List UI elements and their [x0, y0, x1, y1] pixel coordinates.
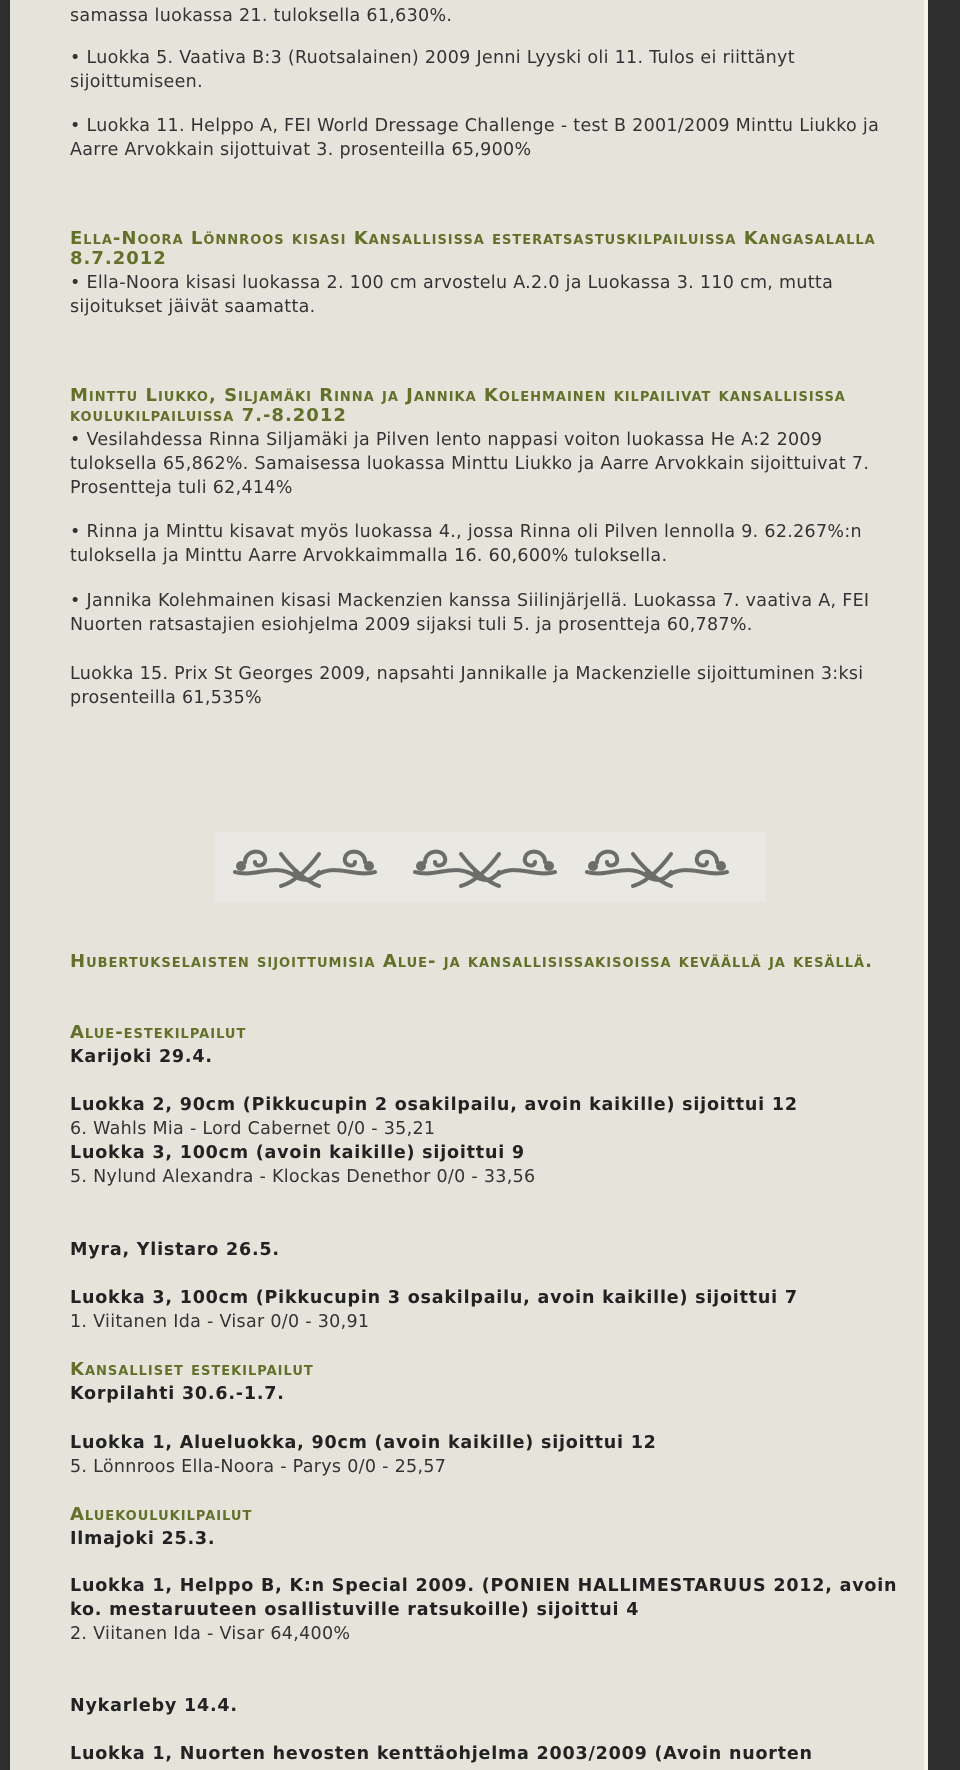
scroll-ornament-divider-icon	[215, 832, 765, 902]
class-title: Luokka 1, Alueluokka, 90cm (avoin kaikille) sijoittui 12	[70, 1433, 657, 1453]
list-item: • Luokka 5. Vaativa B:3 (Ruotsalainen) 2009 Jenni Lyyski oli 11. Tulos ei riittänyt sijoittumiseen.	[70, 46, 910, 94]
text-line: samassa luokassa 21. tuloksella 61,630%.	[70, 6, 453, 26]
page	[10, 0, 928, 1770]
subsection-heading: Aluekoulukilpailut	[70, 1504, 253, 1525]
result-line: 1. Viitanen Ida - Visar 0/0 - 30,91	[70, 1312, 370, 1332]
venue-title: Nykarleby 14.4.	[70, 1696, 238, 1716]
subsection-heading: Alue-estekilpailut	[70, 1022, 247, 1043]
text-line: Luokka 15. Prix St Georges 2009, napsahti Jannikalle ja Mackenzielle sijoittuminen 3:ksi prosenteilla 61,535%	[70, 664, 864, 708]
class-title: Luokka 3, 100cm (avoin kaikille) sijoittui 9	[70, 1143, 525, 1163]
section-heading: Minttu Liukko, Siljamäki Rinna ja Jannika Kolehmainen kilpailivat kansallisissa koulukilpailuissa 7.-8.2012	[70, 385, 846, 426]
result-line: 6. Wahls Mia - Lord Cabernet 0/0 - 35,21	[70, 1119, 436, 1139]
class-title: Luokka 2, 90cm (Pikkucupin 2 osakilpailu, avoin kaikille) sijoittui 12	[70, 1095, 798, 1115]
result-line: 5. Nylund Alexandra - Klockas Denethor 0/0 - 33,56	[70, 1167, 536, 1187]
list-item: • Jannika Kolehmainen kisasi Mackenzien kanssa Siilinjärjellä. Luokassa 7. vaativa A, FEI Nuorten ratsastajien esiohjelma 2009 sijaksi tuli 5. ja prosentteja 60,787%.	[70, 589, 910, 637]
venue-title: Karijoki 29.4.	[70, 1047, 213, 1067]
subsection-heading: Kansalliset estekilpailut	[70, 1359, 314, 1380]
result-line: 2. Viitanen Ida - Visar 64,400%	[70, 1624, 351, 1644]
class-title: Luokka 3, 100cm (Pikkucupin 3 osakilpailu, avoin kaikille) sijoittui 7	[70, 1288, 798, 1308]
list-item: • Rinna ja Minttu kisavat myös luokassa 4., jossa Rinna oli Pilven lennolla 9. 62.267%:n tuloksella ja Minttu Aarre Arvokkaimmalla 16. 60,600% tuloksella.	[70, 520, 910, 568]
class-title: Luokka 1, Helppo B, K:n Special 2009. (PONIEN HALLIMESTARUUS 2012, avoin ko. mestaruuteen osallistuville ratsukoille) sijoittui 4	[70, 1576, 898, 1620]
list-item: • Vesilahdessa Rinna Siljamäki ja Pilven lento nappasi voiton luokassa He A:2 2009 tuloksella 65,862%. Samaisessa luokassa Minttu Liukko ja Aarre Arvokkain sijoittuivat 7. Prosentteja tuli 62,414%	[70, 428, 910, 500]
list-item: • Ella-Noora kisasi luokassa 2. 100 cm arvostelu A.2.0 ja Luokassa 3. 110 cm, mutta sijoitukset jäivät saamatta.	[70, 271, 910, 319]
venue-title: Myra, Ylistaro 26.5.	[70, 1240, 280, 1260]
venue-title: Korpilahti 30.6.-1.7.	[70, 1384, 285, 1404]
list-item: • Luokka 11. Helppo A, FEI World Dressage Challenge - test B 2001/2009 Minttu Liukko ja Aarre Arvokkain sijottuivat 3. prosenteilla 65,900%	[70, 114, 910, 162]
section-heading: Hubertukselaisten sijoittumisia Alue- ja kansallisissakisoissa keväällä ja kesällä.	[70, 951, 873, 972]
venue-title: Ilmajoki 25.3.	[70, 1529, 216, 1549]
result-line: 5. Lönnroos Ella-Noora - Parys 0/0 - 25,57	[70, 1457, 447, 1477]
section-heading: Ella-Noora Lönnroos kisasi Kansallisissa esteratsastuskilpailuissa Kangasalalla 8.7.2012	[70, 228, 876, 269]
class-title: Luokka 1, Nuorten hevosten kenttäohjelma 2003/2009 (Avoin nuorten	[70, 1744, 813, 1764]
